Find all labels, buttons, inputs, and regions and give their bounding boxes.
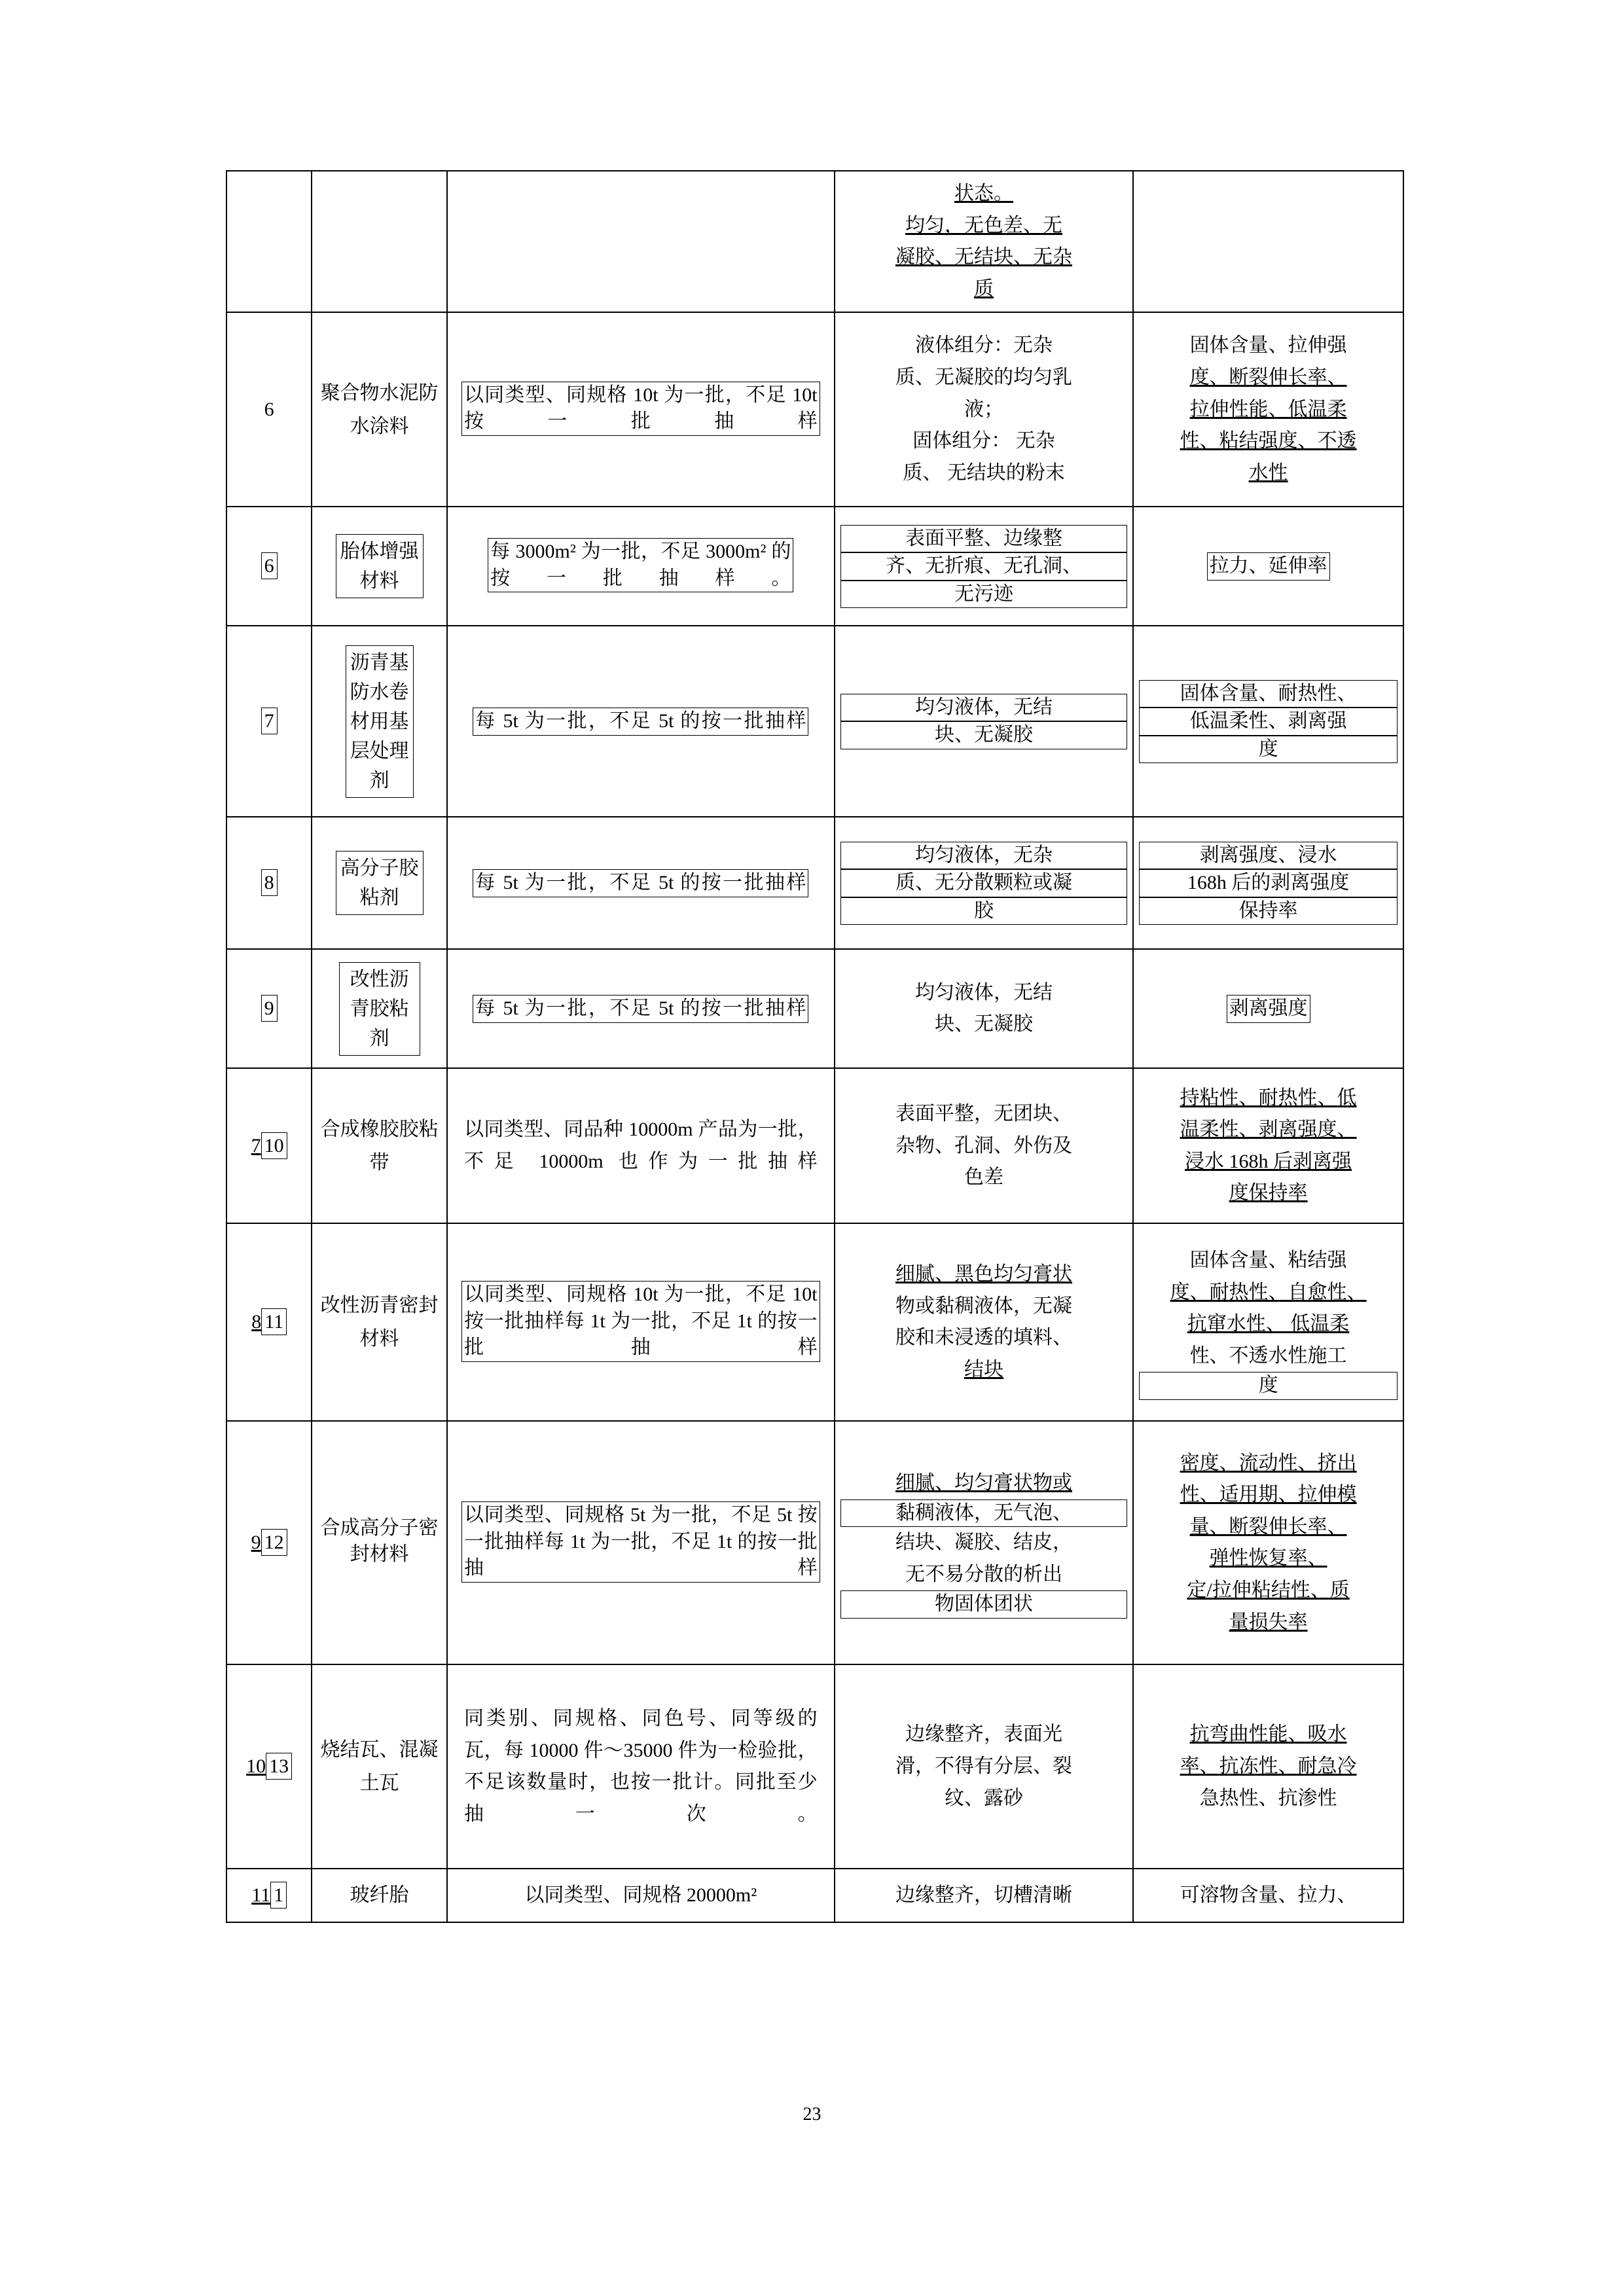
cell-test-items: 密度、流动性、挤出 性、适用期、拉伸模 量、断裂伸长率、 弹性恢复率、 定/拉伸粘结性、质 量损失率	[1133, 1421, 1403, 1664]
cell-number: 6	[226, 507, 312, 626]
table-row	[226, 1223, 1403, 1421]
cell-test-items: 固体含量、粘结强 度、耐热性、自愈性、 抗窜水性、 低温柔 性、不透水性施工 度	[1133, 1223, 1403, 1421]
cell-material-name: 胎体增强材料	[312, 507, 446, 626]
cell-batch-rule: 每 5t 为一批，不足 5t 的按一批抽样	[447, 817, 835, 949]
cell-test-items: 固体含量、拉伸强 度、断裂伸长率、 拉伸性能、低温柔 性、粘结强度、不透 水性	[1133, 312, 1403, 507]
table-row	[226, 817, 1403, 949]
cell-number: 6	[226, 312, 312, 507]
cell-material-name: 改性沥青密封材料	[312, 1223, 446, 1421]
cell-batch-rule: 同类别、同规格、同色号、同等级的瓦，每 10000 件～35000 件为一检验批，不足该数量时，也按一批计。同批至少抽一次。	[447, 1664, 835, 1869]
cell-material-name: 聚合物水泥防水涂料	[312, 312, 446, 507]
cell-appearance: 均匀液体，无杂 质、无分散颗粒或凝 胶	[835, 817, 1133, 949]
cell-material-name: 烧结瓦、混凝土瓦	[312, 1664, 446, 1869]
cell-test-items: 可溶物含量、拉力、	[1133, 1869, 1403, 1922]
table-row	[226, 171, 1403, 312]
cell-appearance: 边缘整齐，表面光 滑，不得有分层、裂 纹、露砂	[835, 1664, 1133, 1869]
cell-batch-rule: 每 5t 为一批，不足 5t 的按一批抽样	[447, 626, 835, 817]
cell-test-items: 拉力、延伸率	[1133, 507, 1403, 626]
material-sampling-table	[226, 170, 1404, 1923]
cell-material-name: 玻纤胎	[312, 1869, 446, 1922]
page-number: 23	[803, 2104, 821, 2125]
table-row	[226, 949, 1403, 1068]
table-row	[226, 312, 1403, 507]
cell-appearance: 边缘整齐，切槽清晰	[835, 1869, 1133, 1922]
cell-material-name	[312, 171, 446, 312]
table-row	[226, 507, 1403, 626]
cell-batch-rule: 以同类型、同品种 10000m 产品为一批，不足 10000m 也作为一批抽样	[447, 1068, 835, 1223]
cell-material-name: 改性沥青胶粘剂	[312, 949, 446, 1068]
cell-number: 9	[226, 949, 312, 1068]
cell-number: 8	[226, 817, 312, 949]
cell-number: 11 1	[226, 1869, 312, 1922]
table-row	[226, 1869, 1403, 1922]
cell-test-items: 持粘性、耐热性、低 温柔性、剥离强度、 浸水 168h 后剥离强 度保持率	[1133, 1068, 1403, 1223]
table-row	[226, 1664, 1403, 1869]
cell-appearance: 细腻、均匀膏状物或 黏稠液体，无气泡、 结块、凝胶、结皮， 无不易分散的析出 物固体团状	[835, 1421, 1133, 1664]
cell-test-items	[1133, 171, 1403, 312]
cell-batch-rule: 以同类型、同规格 10t 为一批，不足 10t 按一批抽样每 1t 为一批，不足 1t 的按一批抽样	[447, 1223, 835, 1421]
cell-number: 8 11	[226, 1223, 312, 1421]
table-row	[226, 1068, 1403, 1223]
cell-batch-rule: 每 5t 为一批，不足 5t 的按一批抽样	[447, 949, 835, 1068]
cell-number: 7 10	[226, 1068, 312, 1223]
cell-appearance: 液体组分：无杂 质、无凝胶的均匀乳 液； 固体组分： 无杂 质、 无结块的粉末	[835, 312, 1133, 507]
table-row	[226, 1421, 1403, 1664]
cell-material-name: 沥青基防水卷材用基层处理剂	[312, 626, 446, 817]
cell-material-name: 高分子胶粘剂	[312, 817, 446, 949]
cell-appearance: 表面平整，无团块、 杂物、孔洞、外伤及 色差	[835, 1068, 1133, 1223]
cell-number: 9 12	[226, 1421, 312, 1664]
cell-test-items: 剥离强度	[1133, 949, 1403, 1068]
cell-material-name: 合成橡胶胶粘带	[312, 1068, 446, 1223]
cell-appearance: 均匀液体，无结 块、无凝胶	[835, 949, 1133, 1068]
cell-batch-rule	[447, 171, 835, 312]
cell-batch-rule: 以同类型、同规格 10t 为一批，不足 10t 按一批抽样	[447, 312, 835, 507]
cell-test-items: 抗弯曲性能、吸水 率、抗冻性、耐急冷 急热性、抗渗性	[1133, 1664, 1403, 1869]
cell-number: 10 13	[226, 1664, 312, 1869]
cell-batch-rule: 以同类型、同规格 5t 为一批，不足 5t 按一批抽样每 1t 为一批，不足 1t 的按一批抽样	[447, 1421, 835, 1664]
cell-batch-rule: 每 3000m² 为一批，不足 3000m² 的按一批抽样。	[447, 507, 835, 626]
cell-appearance: 均匀液体，无结 块、无凝胶	[835, 626, 1133, 817]
cell-number: 7	[226, 626, 312, 817]
cell-appearance: 状态。 均匀，无色差、无 凝胶、无结块、无杂 质	[835, 171, 1133, 312]
cell-test-items: 剥离强度、浸水 168h 后的剥离强度 保持率	[1133, 817, 1403, 949]
cell-test-items: 固体含量、耐热性、 低温柔性、剥离强 度	[1133, 626, 1403, 817]
cell-number	[226, 171, 312, 312]
cell-material-name: 合成高分子密封材料	[312, 1421, 446, 1664]
cell-batch-rule: 以同类型、同规格 20000m²	[447, 1869, 835, 1922]
table-row	[226, 626, 1403, 817]
cell-appearance: 表面平整、边缘整 齐、无折痕、无孔洞、 无污迹	[835, 507, 1133, 626]
cell-appearance: 细腻、黑色均匀膏状 物或黏稠液体，无凝 胶和未浸透的填料、 结块	[835, 1223, 1133, 1421]
